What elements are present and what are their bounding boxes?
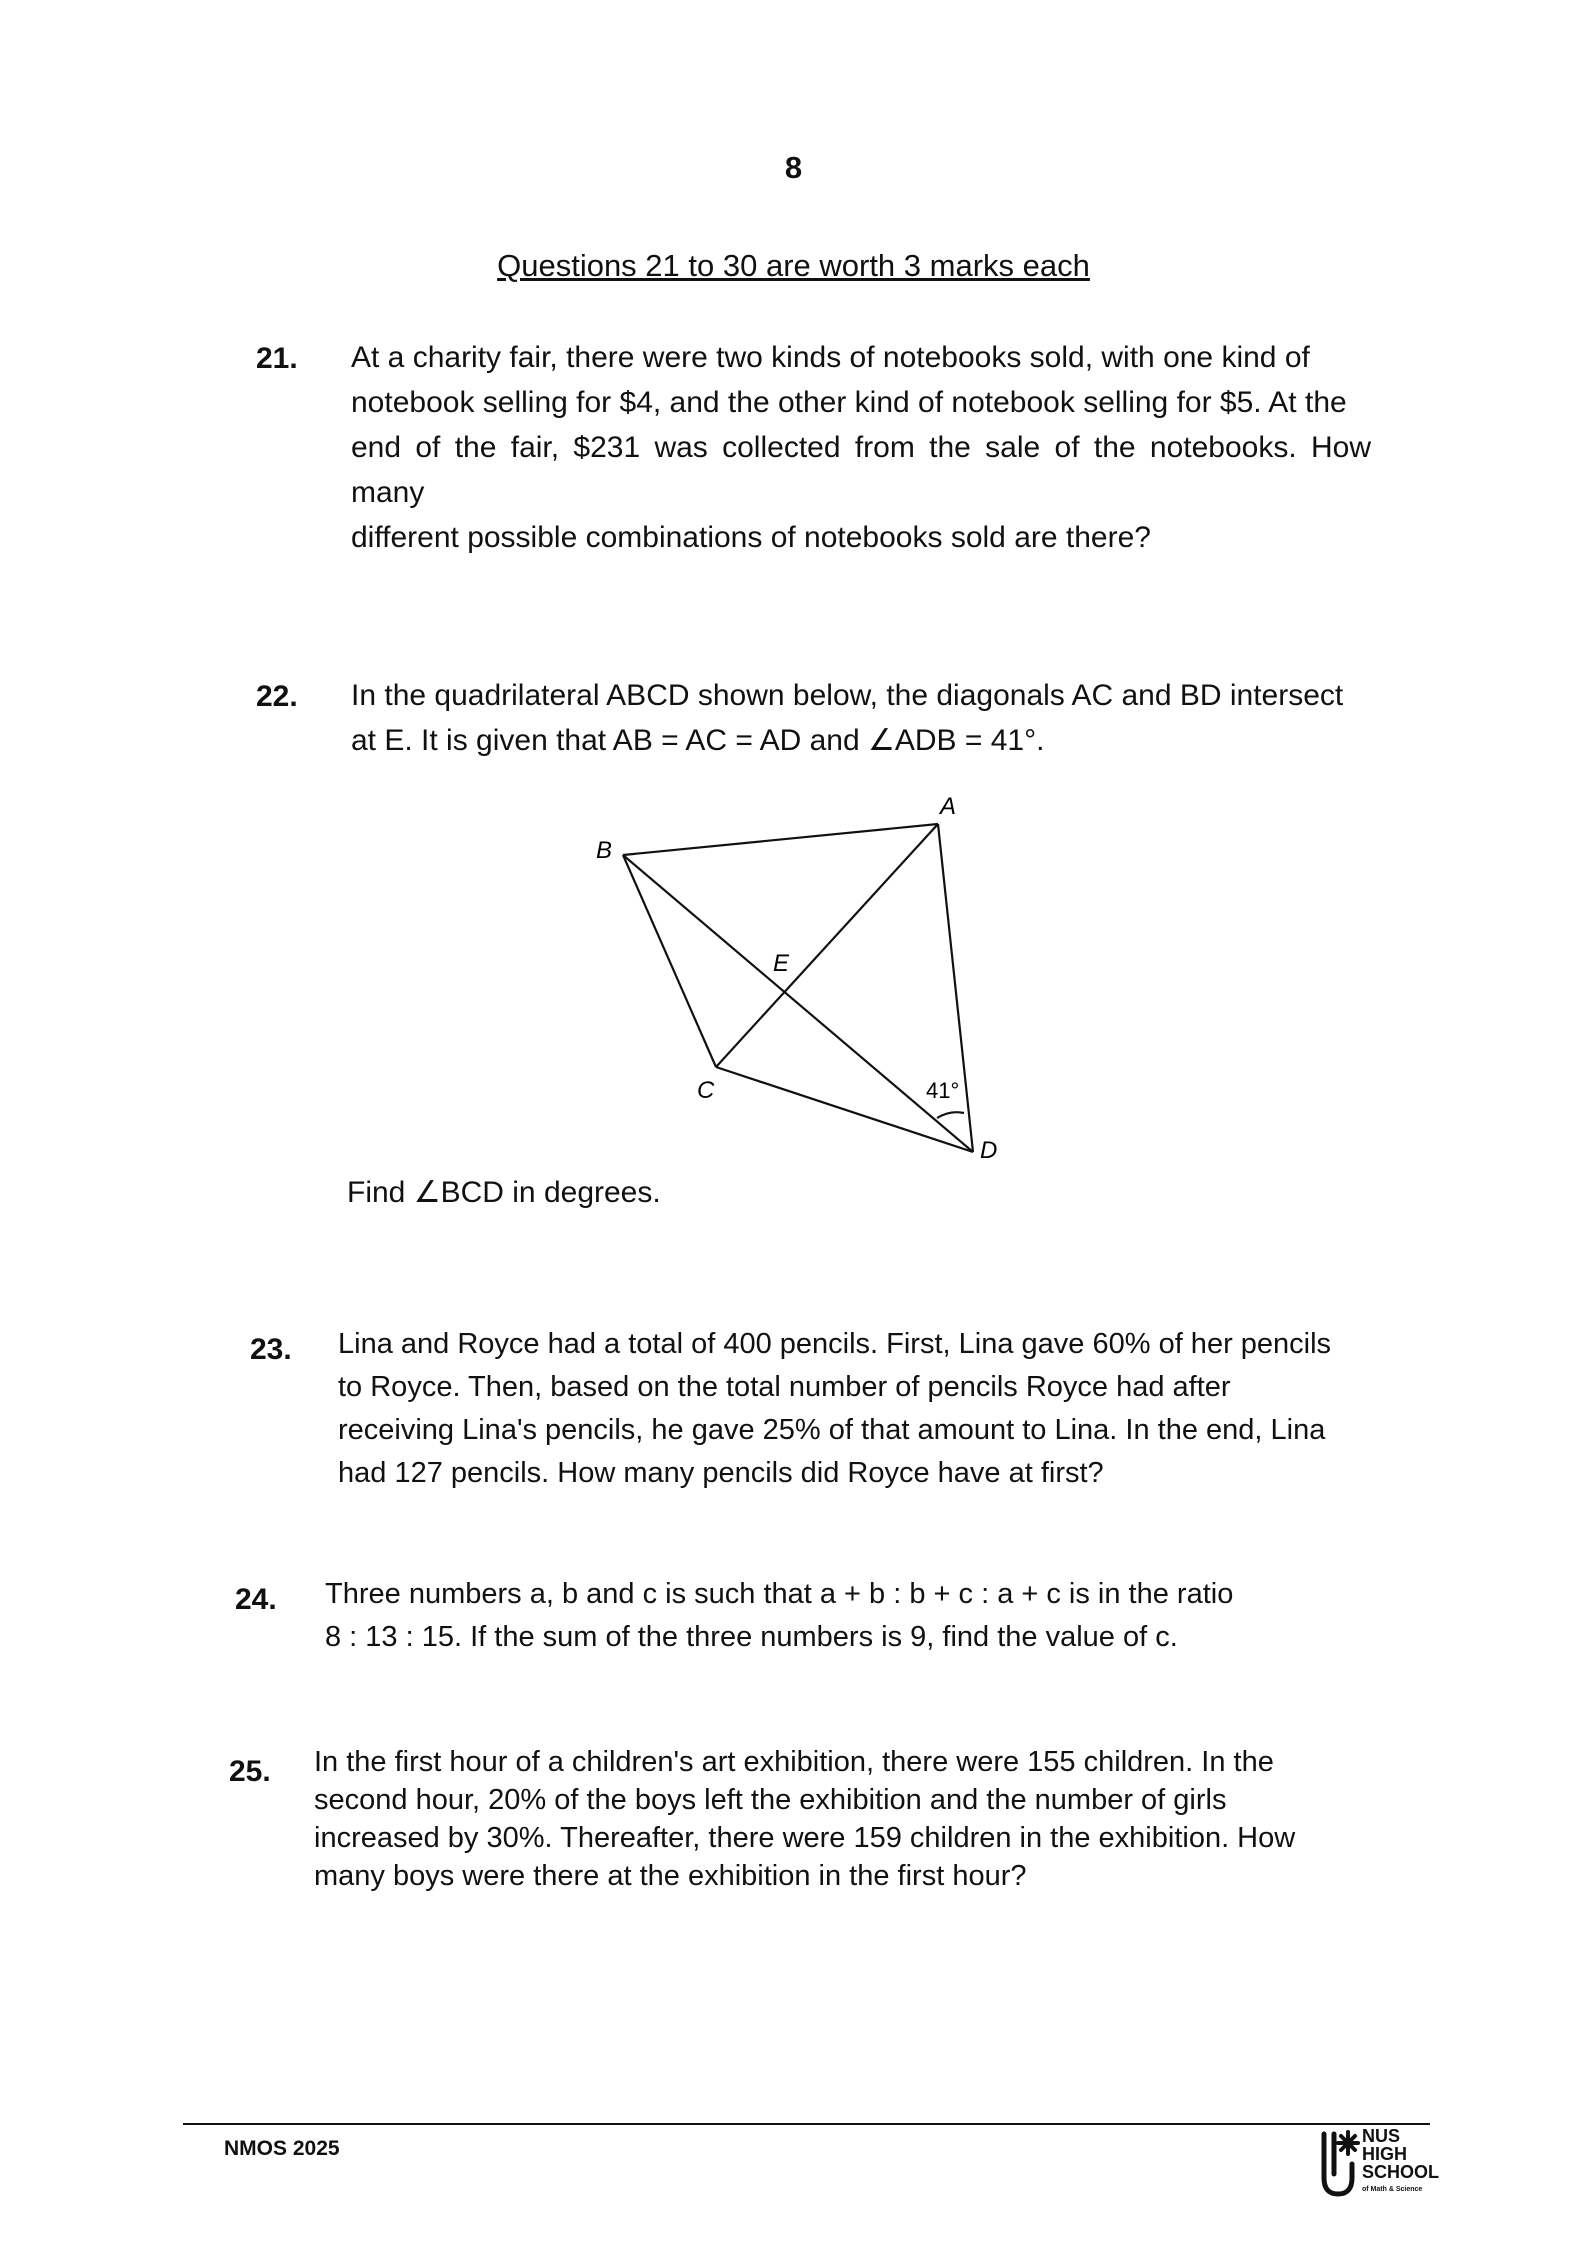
- question-23-text: [338, 1323, 1344, 1495]
- question-24-line: 8 : 13 : 15. If the sum of the three numbers is 9, find the value of c.: [325, 1621, 1178, 1653]
- question-22-line: at E. It is given that AB = AC = AD and ∠ADB = 41°.: [351, 724, 1045, 757]
- question-22-number: 22.: [256, 680, 298, 713]
- diagonal-ac: [716, 824, 938, 1067]
- question-25-number: 25.: [229, 1755, 271, 1788]
- question-21-number: 21.: [256, 342, 298, 375]
- footer-code: NMOS 2025: [224, 2137, 340, 2160]
- question-21-line: notebook selling for $4, and the other kind of notebook selling for $5. At the: [351, 386, 1347, 419]
- intersection-label-e: E: [773, 950, 790, 977]
- vertex-label-c: C: [697, 1077, 715, 1104]
- question-22-prompt: Find ∠BCD in degrees.: [347, 1176, 661, 1209]
- question-21-line: At a charity fair, there were two kinds of notebooks sold, with one kind of: [351, 341, 1310, 374]
- question-21-line: end of the fair, $231 was collected from the sale of the notebooks. How many: [351, 431, 1371, 509]
- school-logo-text: [1362, 2127, 1439, 2199]
- question-21-text: [351, 335, 1371, 560]
- question-25-line: many boys were there at the exhibition in the first hour?: [314, 1860, 1027, 1892]
- angle-label: 41°: [926, 1078, 960, 1103]
- question-24-text: [325, 1573, 1351, 1659]
- logo-line: of Math & Science: [1362, 2186, 1423, 2193]
- question-23-line: Lina and Royce had a total of 400 pencils. First, Lina gave 60% of her pencils: [338, 1328, 1332, 1360]
- logo-line: NUS: [1362, 2126, 1401, 2146]
- side-bc: [623, 855, 716, 1067]
- vertex-label-d: D: [980, 1137, 998, 1164]
- quadrilateral-diagram: [560, 780, 1040, 1180]
- vertex-label-a: A: [940, 793, 957, 820]
- logo-line: SCHOOL: [1362, 2162, 1440, 2182]
- question-24-line: Three numbers a, b and c is such that a + b : b + c : a + c is in the ratio: [325, 1578, 1234, 1610]
- school-logo-icon: [1318, 2128, 1360, 2200]
- question-25-text: [314, 1743, 1351, 1895]
- vertex-label-b: B: [596, 837, 613, 864]
- question-21-line: different possible combinations of notebooks sold are there?: [351, 521, 1151, 554]
- footer-rule: [183, 2123, 1430, 2125]
- question-25-line: second hour, 20% of the boys left the exhibition and the number of girls: [314, 1784, 1227, 1816]
- question-25-line: In the first hour of a children's art exhibition, there were 155 children. In the: [314, 1746, 1274, 1778]
- question-22-text: [351, 673, 1371, 763]
- question-22-line: In the quadrilateral ABCD shown below, the diagonals AC and BD intersect: [351, 679, 1344, 712]
- question-24-number: 24.: [235, 1583, 277, 1616]
- question-23-line: had 127 pencils. How many pencils did Royce have at first?: [338, 1457, 1104, 1489]
- angle-arc-adb: [937, 1112, 964, 1118]
- diagonal-bd: [623, 855, 973, 1152]
- page-number: 8: [784, 150, 803, 185]
- question-23-number: 23.: [250, 1333, 292, 1366]
- logo-line: HIGH: [1362, 2144, 1407, 2164]
- side-ab: [623, 824, 938, 855]
- question-23-line: receiving Lina's pencils, he gave 25% of that amount to Lina. In the end, Lina: [338, 1414, 1326, 1446]
- question-23-line: to Royce. Then, based on the total number of pencils Royce had after: [338, 1371, 1231, 1403]
- question-25-line: increased by 30%. Thereafter, there were 159 children in the exhibition. How: [314, 1822, 1296, 1854]
- section-heading: Questions 21 to 30 are worth 3 marks each: [497, 248, 1090, 283]
